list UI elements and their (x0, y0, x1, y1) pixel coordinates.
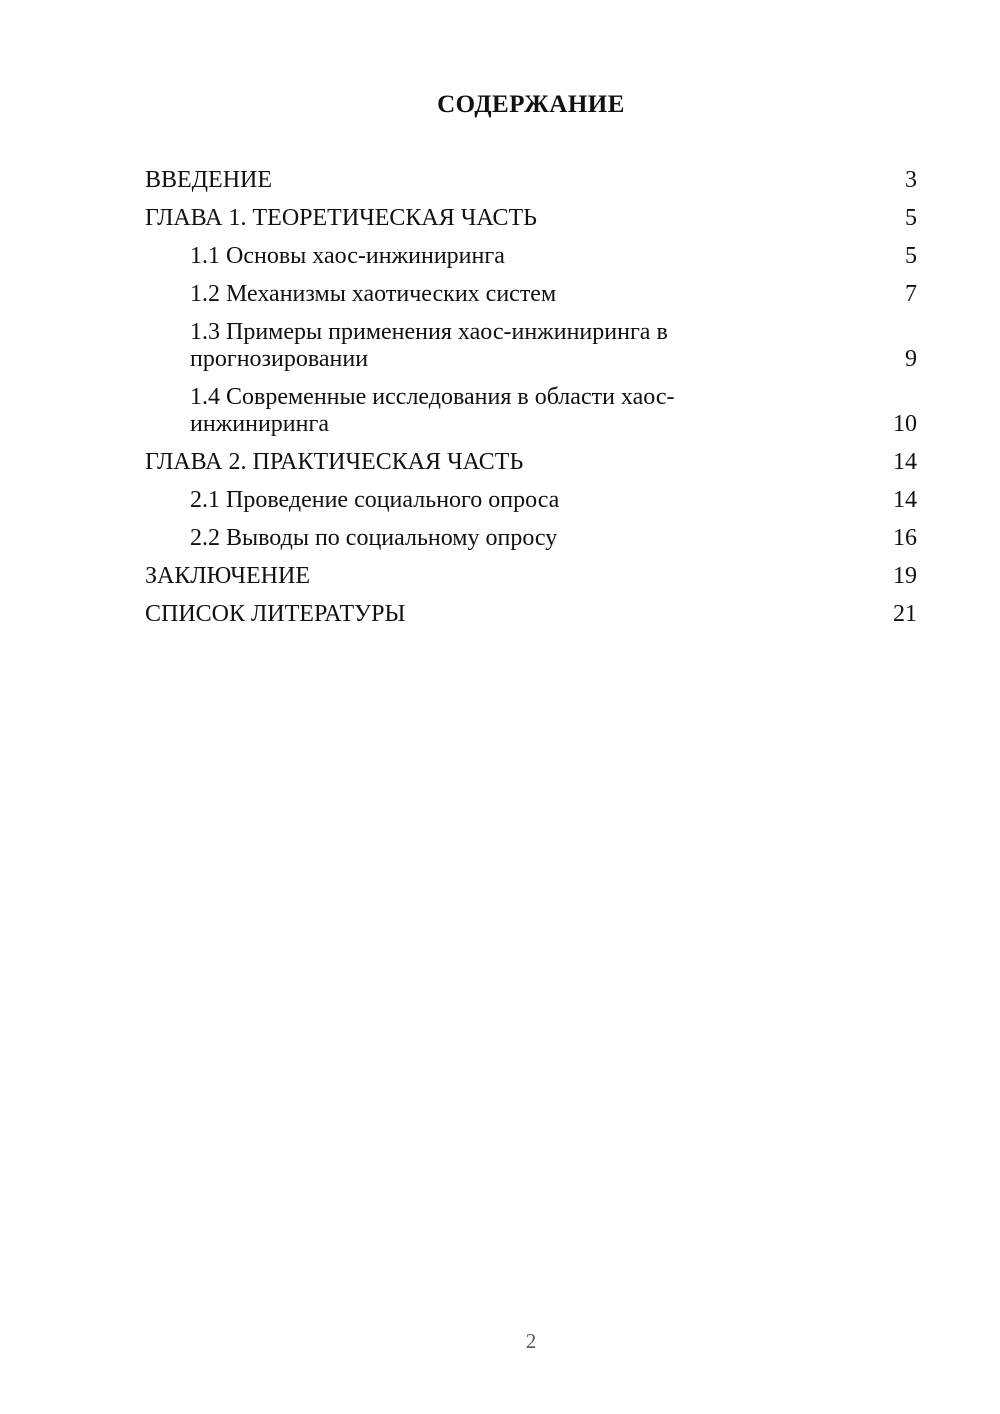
toc-entry (145, 525, 917, 552)
toc-entry (145, 487, 917, 514)
toc-entry (145, 601, 917, 628)
toc-entry-label: 1.4 Современные исследования в области хаос-инжиниринга (190, 384, 675, 437)
toc-entry-page-number: 9 (905, 346, 917, 372)
toc-entry (145, 384, 917, 438)
toc-entry-page-number: 14 (893, 487, 917, 513)
toc-entry-page-number: 3 (905, 167, 917, 193)
toc-entry-label: 2.2 Выводы по социальному опросу (190, 525, 558, 551)
toc-entry-label: ВВЕДЕНИЕ (145, 167, 273, 193)
page-title: СОДЕРЖАНИЕ (437, 91, 625, 118)
toc-entry (145, 563, 917, 590)
toc-entry-label: 1.1 Основы хаос-инжиниринга (190, 243, 505, 269)
toc-entry-page-number: 5 (905, 205, 917, 231)
toc-entry-label: ГЛАВА 2. ПРАКТИЧЕСКАЯ ЧАСТЬ (145, 449, 524, 475)
toc-entry (145, 205, 917, 232)
toc-entry-label: ЗАКЛЮЧЕНИЕ (145, 563, 310, 589)
page-content (145, 0, 917, 639)
toc-entry (145, 449, 917, 476)
toc-entry-label: ГЛАВА 1. ТЕОРЕТИЧЕСКАЯ ЧАСТЬ (145, 205, 537, 231)
toc-entry-label: СПИСОК ЛИТЕРАТУРЫ (145, 601, 406, 627)
toc-entry-page-number: 16 (893, 525, 917, 551)
toc-entry-page-number: 19 (893, 563, 917, 589)
toc-entry (145, 243, 917, 270)
toc-entry-page-number: 10 (893, 411, 917, 437)
toc-entry-label: 2.1 Проведение социального опроса (190, 487, 560, 513)
toc-entry-page-number: 21 (893, 601, 917, 627)
toc-entry-page-number: 14 (893, 449, 917, 475)
toc-entry (145, 167, 917, 194)
toc-entry-page-number: 7 (905, 281, 917, 307)
toc-entry-label: 1.3 Примеры применения хаос-инжиниринга в прогнозировании (190, 319, 668, 372)
toc-entry-label: 1.2 Механизмы хаотических систем (190, 281, 557, 307)
page-number: 2 (525, 1329, 537, 1353)
table-of-contents (145, 167, 917, 628)
toc-entry (145, 281, 917, 308)
toc-entry-page-number: 5 (905, 243, 917, 269)
toc-entry (145, 319, 917, 373)
